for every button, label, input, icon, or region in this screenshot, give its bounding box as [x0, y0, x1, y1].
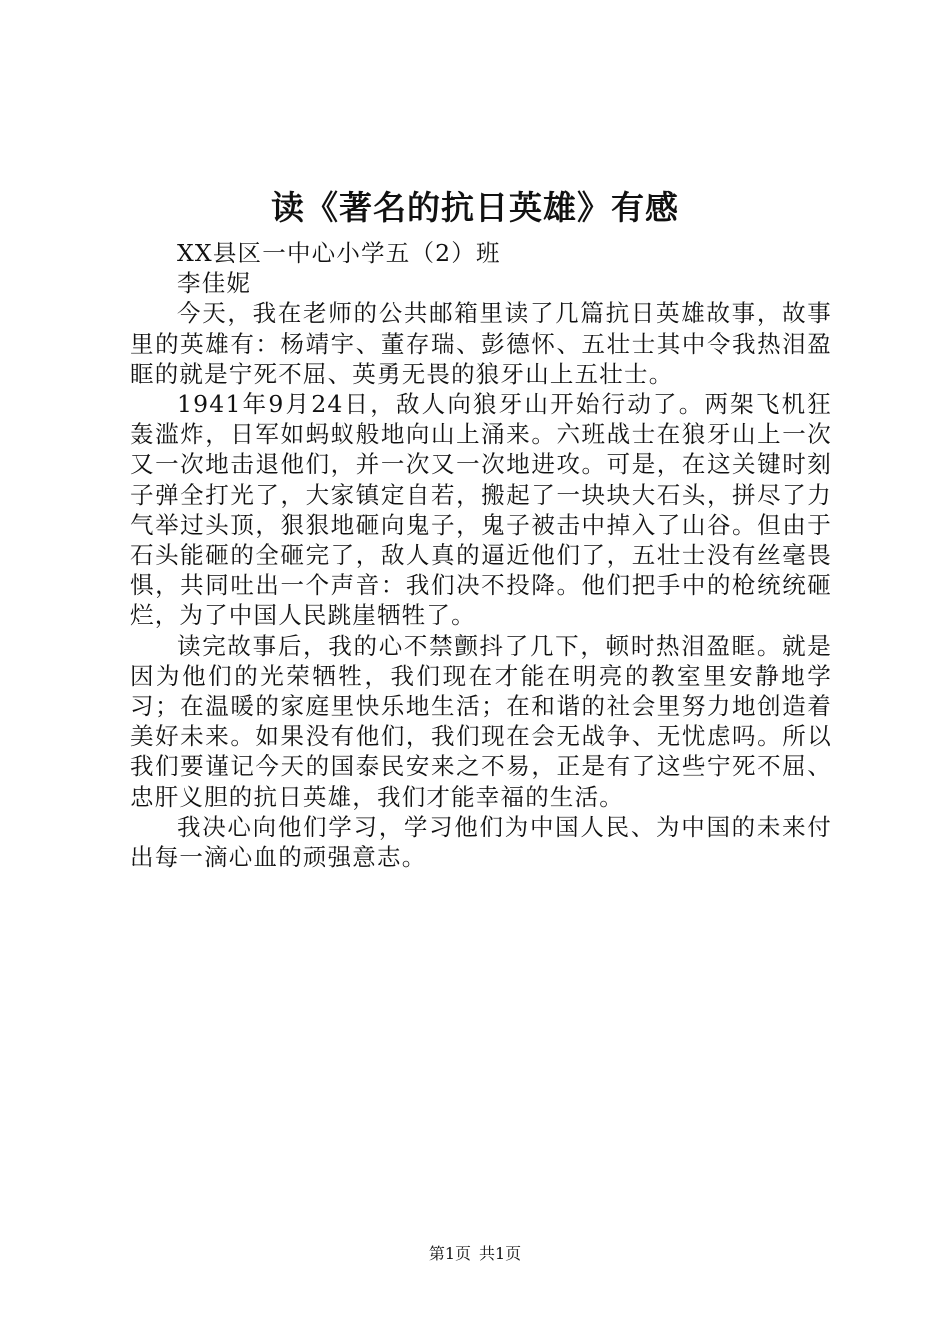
page-number-current: 第1页 [428, 1244, 471, 1263]
page-number-total: 共1页 [479, 1244, 522, 1263]
school-line: XX县区一中心小学五（2）班 [177, 239, 501, 267]
body-paragraph: 今天，我在老师的公共邮箱里读了几篇抗日英雄故事，故事里的英雄有：杨靖宇、董存瑞、彭德怀、五壮士其中令我热泪盈眶的就是宁死不屈、英勇无畏的狼牙山上五壮士。 [130, 299, 832, 388]
document-title: 读《著名的抗日英雄》有感 [271, 188, 679, 227]
body-paragraph: 1941年9月24日，敌人向狼牙山开始行动了。两架飞机狂轰滥炸，日军如蚂蚁般地向山上涌来。六班战士在狼牙山上一次又一次地击退他们，并一次又一次地进攻。可是，在这关键时刻子弹全打光了，大家镇定自若，搬起了一块块大石头，拼尽了力气举过头顶，狠狠地砸向鬼子，鬼子被击中掉入了山谷。但由于石头能砸的全砸完了，敌人真的逼近他们了，五壮士没有丝毫畏惧，共同吐出一个声音：我们决不投降。他们把手中的枪统统砸烂，为了中国人民跳崖牺牲了。 [130, 390, 832, 630]
author-line: 李佳妮 [177, 269, 252, 298]
document-body [130, 238, 832, 872]
body-paragraph: 读完故事后，我的心不禁颤抖了几下，顿时热泪盈眶。就是因为他们的光荣牺牲，我们现在才能在明亮的教室里安静地学习；在温暖的家庭里快乐地生活；在和谐的社会里努力地创造着美好未来。如果没有他们，我们现在会无战争、无忧虑吗。所以我们要谨记今天的国泰民安来之不易，正是有了这些宁死不屈、忠肝义胆的抗日英雄，我们才能幸福的生活。 [130, 631, 832, 811]
page-footer [0, 1244, 950, 1264]
body-paragraph: 我决心向他们学习，学习他们为中国人民、为中国的未来付出每一滴心血的顽强意志。 [130, 812, 832, 872]
